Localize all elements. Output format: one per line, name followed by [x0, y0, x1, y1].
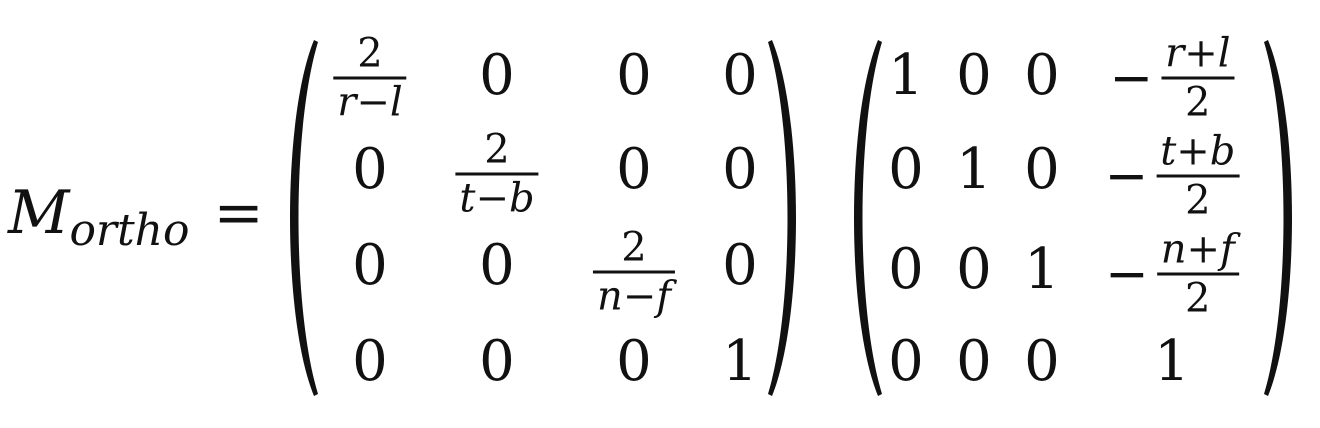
matrix1-left-paren [280, 38, 320, 398]
matrix-entry: 0 [352, 233, 388, 298]
fraction-denominator: 2 [1185, 275, 1211, 322]
matrix-entry-fraction [1161, 30, 1234, 126]
matrix-entry-fraction [333, 30, 406, 126]
matrix-entry: 1 [888, 43, 924, 108]
fraction-numerator: 2 [484, 126, 510, 173]
fraction-numerator: r+l [1165, 30, 1231, 77]
matrix-entry: 0 [956, 43, 992, 108]
matrix-entry-fraction [1157, 226, 1239, 322]
matrix-entry: 0 [479, 329, 515, 394]
matrix1-right-paren [766, 38, 806, 398]
fraction-denominator: 2 [1185, 177, 1211, 224]
matrix2-right-paren [1262, 38, 1302, 398]
matrix-entry: 0 [956, 329, 992, 394]
fraction-denominator: 2 [1185, 79, 1211, 126]
matrix-entry: 1 [1024, 237, 1060, 302]
fraction-numerator: t+b [1160, 128, 1236, 175]
fraction-numerator: n+f [1160, 226, 1235, 273]
matrix-entry: 0 [352, 137, 388, 202]
matrix-entry: 0 [616, 137, 652, 202]
fraction-numerator: 2 [621, 224, 647, 271]
matrix-entry: 0 [722, 43, 758, 108]
matrix-entry: 0 [479, 233, 515, 298]
fraction-denominator: t−b [459, 175, 535, 222]
matrix-entry: 0 [888, 137, 924, 202]
matrix2-left-paren [844, 38, 884, 398]
matrix-entry: 0 [616, 43, 652, 108]
fraction-denominator: n−f [596, 273, 672, 320]
matrix-entry: 1 [722, 329, 758, 394]
matrix-entry: 0 [1024, 329, 1060, 394]
matrix-entry: 1 [956, 137, 992, 202]
matrix-entry: 0 [479, 43, 515, 108]
matrix-entry-fraction [455, 126, 538, 222]
minus-sign: − [1104, 146, 1149, 206]
fraction-denominator: r−l [337, 79, 403, 126]
lhs-symbol: M [8, 178, 70, 248]
matrix-entry-negative-fraction [1104, 128, 1240, 224]
fraction-numerator: 2 [357, 30, 383, 77]
lhs [8, 178, 264, 254]
matrix-entry-negative-fraction [1109, 30, 1234, 126]
lhs-subscript: ortho [69, 205, 190, 256]
matrix-entry: 0 [888, 329, 924, 394]
matrix-entry: 0 [888, 237, 924, 302]
matrix-entry: 0 [722, 233, 758, 298]
minus-sign: − [1109, 48, 1154, 108]
equals-sign: = [213, 178, 264, 248]
matrix-entry: 0 [956, 237, 992, 302]
matrix-entry: 1 [1154, 329, 1190, 394]
matrix-entry: 0 [352, 329, 388, 394]
matrix-entry-negative-fraction [1105, 226, 1239, 322]
matrix-entry-fraction [1156, 128, 1239, 224]
matrix-entry: 0 [1024, 137, 1060, 202]
minus-sign: − [1105, 244, 1149, 304]
matrix-entry: 0 [616, 329, 652, 394]
matrix-entry: 0 [722, 137, 758, 202]
matrix-entry: 0 [1024, 43, 1060, 108]
matrix-entry-fraction [593, 224, 675, 320]
